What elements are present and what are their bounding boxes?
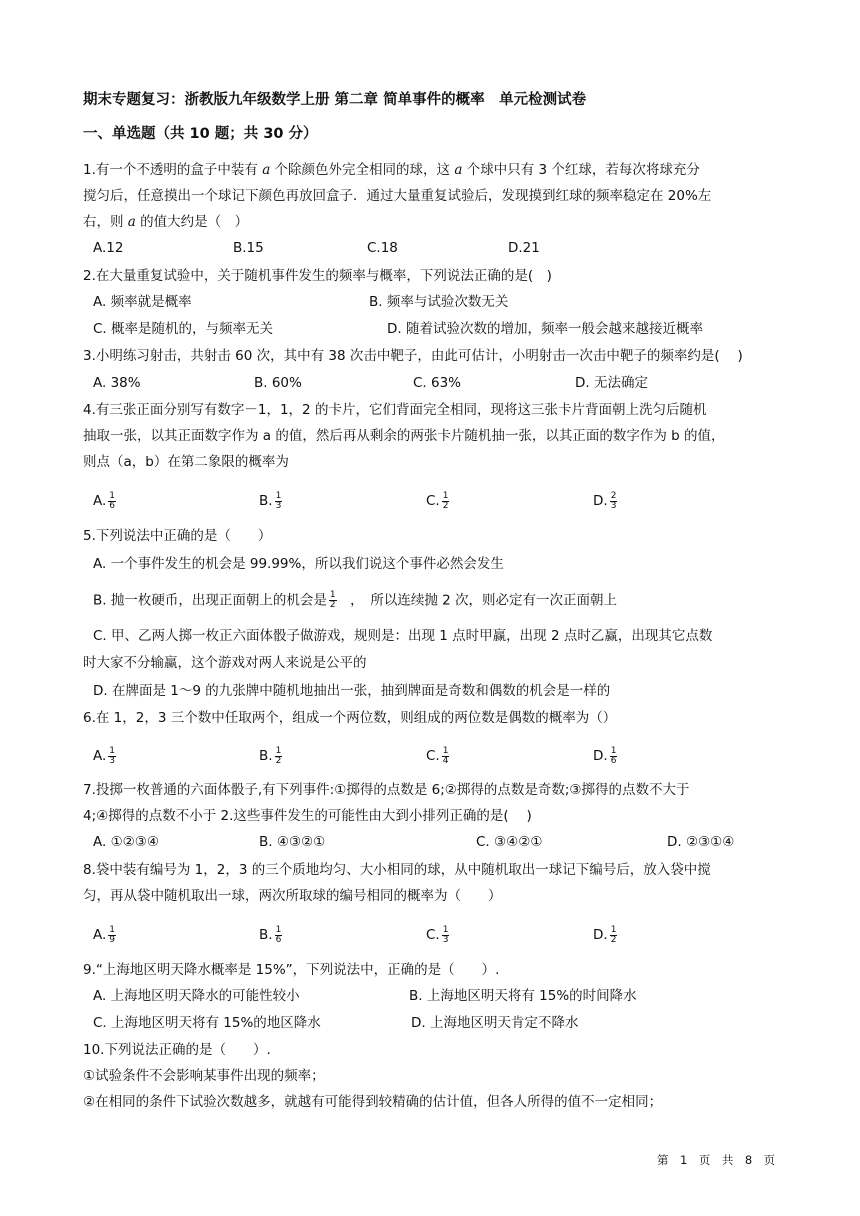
q8-options: [93, 925, 793, 945]
q2-option-c[interactable]: C. 概率是随机的，与频率无关: [93, 321, 274, 337]
q10-statement-2: ②在相同的条件下试验次数越多，就越有可能得到较精确的估计值，但各人所得的值不一定相同；: [83, 1094, 663, 1110]
q9-stem: 9.“上海地区明天降水概率是 15%”，下列说法中，正确的是（ ）.: [83, 962, 500, 978]
q6-option-c[interactable]: C. $\frac{1}{4}$: [426, 745, 449, 766]
q2-option-b[interactable]: B. 频率与试验次数无关: [369, 294, 509, 310]
q5-option-a[interactable]: A. 一个事件发生的机会是 99.99%，所以我们说这个事件必然会发生: [93, 556, 504, 572]
q8-line-1: 8.袋中装有编号为 1，2，3 的三个质地均匀、大小相同的球，从中随机取出一球记下编号后，放入袋中搅: [83, 862, 711, 878]
q6-option-b[interactable]: B. $\frac{1}{2}$: [259, 745, 282, 766]
fraction: $\frac{1}{9}$: [109, 924, 116, 945]
fraction: $\frac{2}{3}$: [610, 490, 617, 511]
q1-line-2: 搅匀后，任意摸出一个球记下颜色再放回盒子．通过大量重复试验后，发现摸到红球的频率稳定在 20%左: [83, 188, 712, 204]
q4-option-c[interactable]: C. $\frac{1}{2}$: [426, 490, 449, 511]
q10-stem: 10.下列说法正确的是（ ）.: [83, 1042, 271, 1058]
q4-line-2: 抽取一张，以其正面数字作为 a 的值，然后再从剩余的两张卡片随机抽一张，以其正面的数字作为 b 的值，: [83, 428, 725, 444]
q7-option-c[interactable]: C. ③④②①: [476, 834, 543, 850]
q1-option-c[interactable]: C.18: [367, 240, 398, 256]
q10-statement-1: ①试验条件不会影响某事件出现的频率；: [83, 1068, 325, 1084]
q8-option-d[interactable]: D. $\frac{1}{2}$: [593, 924, 617, 945]
q8-option-b[interactable]: B. $\frac{1}{6}$: [259, 924, 282, 945]
fraction: $\frac{1}{4}$: [442, 745, 449, 766]
fraction: $\frac{1}{6}$: [109, 490, 116, 511]
q5-option-d[interactable]: D. 在牌面是 1～9 的九张牌中随机地抽出一张，抽到牌面是奇数和偶数的机会是一样的: [93, 683, 611, 699]
q7-line-1: 7.投掷一枚普通的六面体骰子,有下列事件:①掷得的点数是 6;②掷得的点数是奇数;③掷得的点数不大于: [83, 782, 690, 798]
q6-stem: 6.在 1，2，3 三个数中任取两个，组成一个两位数，则组成的两位数是偶数的概率为（）: [83, 710, 617, 726]
fraction: $\frac{1}{3}$: [442, 924, 449, 945]
q4-option-d[interactable]: D. $\frac{2}{3}$: [593, 490, 617, 511]
fraction: $\frac{1}{6}$: [610, 745, 617, 766]
q5-option-c[interactable]: C. 甲、乙两人掷一枚正六面体骰子做游戏，规则是：出现 1 点时甲赢，出现 2 点时乙赢，出现其它点数: [93, 628, 713, 644]
exam-title: 期末专题复习：浙教版九年级数学上册 第二章 简单事件的概率 单元检测试卷: [83, 92, 587, 108]
q3-option-a[interactable]: A. 38%: [93, 375, 141, 391]
q3-option-b[interactable]: B. 60%: [254, 375, 302, 391]
q2-options-row-1: [93, 292, 793, 312]
q7-line-2: 4;④掷得的点数不小于 2.这些事件发生的可能性由大到小排列正确的是( ): [83, 808, 532, 824]
q6-options: [93, 746, 793, 766]
fraction: $\frac{1}{3}$: [275, 490, 282, 511]
q7-option-d[interactable]: D. ②③①④: [667, 834, 735, 850]
page-footer: 第 1 页 共 8 页: [657, 1153, 776, 1167]
q9-option-a[interactable]: A. 上海地区明天降水的可能性较小: [93, 988, 300, 1004]
q3-option-d[interactable]: D. 无法确定: [575, 375, 648, 391]
q7-option-b[interactable]: B. ④③②①: [259, 834, 326, 850]
q4-options: [93, 491, 793, 511]
q3-option-c[interactable]: C. 63%: [413, 375, 462, 391]
fraction: $\frac{1}{6}$: [275, 924, 282, 945]
q4-line-1: 4.有三张正面分别写有数字－1，1，2 的卡片，它们背面完全相同，现将这三张卡片背面朝上洗匀后随机: [83, 402, 707, 418]
fraction: $\frac{1}{2}$: [442, 490, 449, 511]
q4-line-3: 则点（a，b）在第二象限的概率为: [83, 454, 289, 470]
q2-option-d[interactable]: D. 随着试验次数的增加，频率一般会越来越接近概率: [387, 321, 703, 337]
q7-options: [93, 832, 793, 852]
q1-option-d[interactable]: D.21: [508, 240, 540, 256]
q1-line-3: 右，则 a 的值大约是（ ）: [83, 214, 249, 230]
q9-options-row-1: [93, 986, 793, 1006]
q8-line-2: 匀，再从袋中随机取出一球，两次所取球的编号相同的概率为（ ）: [83, 888, 502, 904]
q6-option-a[interactable]: A. $\frac{1}{3}$: [93, 745, 116, 766]
q2-stem: 2.在大量重复试验中，关于随机事件发生的频率与概率，下列说法正确的是( ): [83, 268, 552, 284]
fraction: $\frac{1}{2}$: [610, 924, 617, 945]
q5-option-b[interactable]: B. 抛一枚硬币，出现正面朝上的机会是 $\frac{1}{2}$ ， 所以连续抛 2 次，则必定有一次正面朝上: [93, 590, 617, 610]
fraction: $\frac{1}{3}$: [109, 745, 116, 766]
q9-options-row-2: [93, 1013, 793, 1033]
q8-option-a[interactable]: A. $\frac{1}{9}$: [93, 924, 116, 945]
q8-option-c[interactable]: C. $\frac{1}{3}$: [426, 924, 449, 945]
q5-option-c-continued: 时大家不分输赢，这个游戏对两人来说是公平的: [83, 655, 367, 671]
q5-stem: 5.下列说法中正确的是（ ）: [83, 528, 272, 544]
q7-option-a[interactable]: A. ①②③④: [93, 834, 159, 850]
q9-option-d[interactable]: D. 上海地区明天肯定不降水: [411, 1015, 579, 1031]
q1-option-a[interactable]: A.12: [93, 240, 124, 256]
q3-stem: 3.小明练习射击，共射击 60 次，其中有 38 次击中靶子，由此可估计，小明射击一次击中靶子的频率约是( ): [83, 348, 743, 364]
q2-options-row-2: [93, 319, 793, 339]
q1-options: [93, 238, 793, 258]
q9-option-b[interactable]: B. 上海地区明天将有 15%的时间降水: [409, 988, 637, 1004]
section-heading: 一、单选题（共 10 题；共 30 分）: [83, 126, 318, 142]
q3-options: [93, 373, 793, 393]
q2-option-a[interactable]: A. 频率就是概率: [93, 294, 192, 310]
q1-option-b[interactable]: B.15: [233, 240, 264, 256]
fraction: $\frac{1}{2}$: [329, 590, 336, 610]
fraction: $\frac{1}{2}$: [275, 745, 282, 766]
q9-option-c[interactable]: C. 上海地区明天将有 15%的地区降水: [93, 1015, 321, 1031]
q6-option-d[interactable]: D. $\frac{1}{6}$: [593, 745, 617, 766]
q1-line-1: 1.有一个不透明的盒子中装有 a 个除颜色外完全相同的球，这 a 个球中只有 3 个红球，若每次将球充分: [83, 162, 700, 178]
q4-option-a[interactable]: A. $\frac{1}{6}$: [93, 490, 116, 511]
q4-option-b[interactable]: B. $\frac{1}{3}$: [259, 490, 282, 511]
